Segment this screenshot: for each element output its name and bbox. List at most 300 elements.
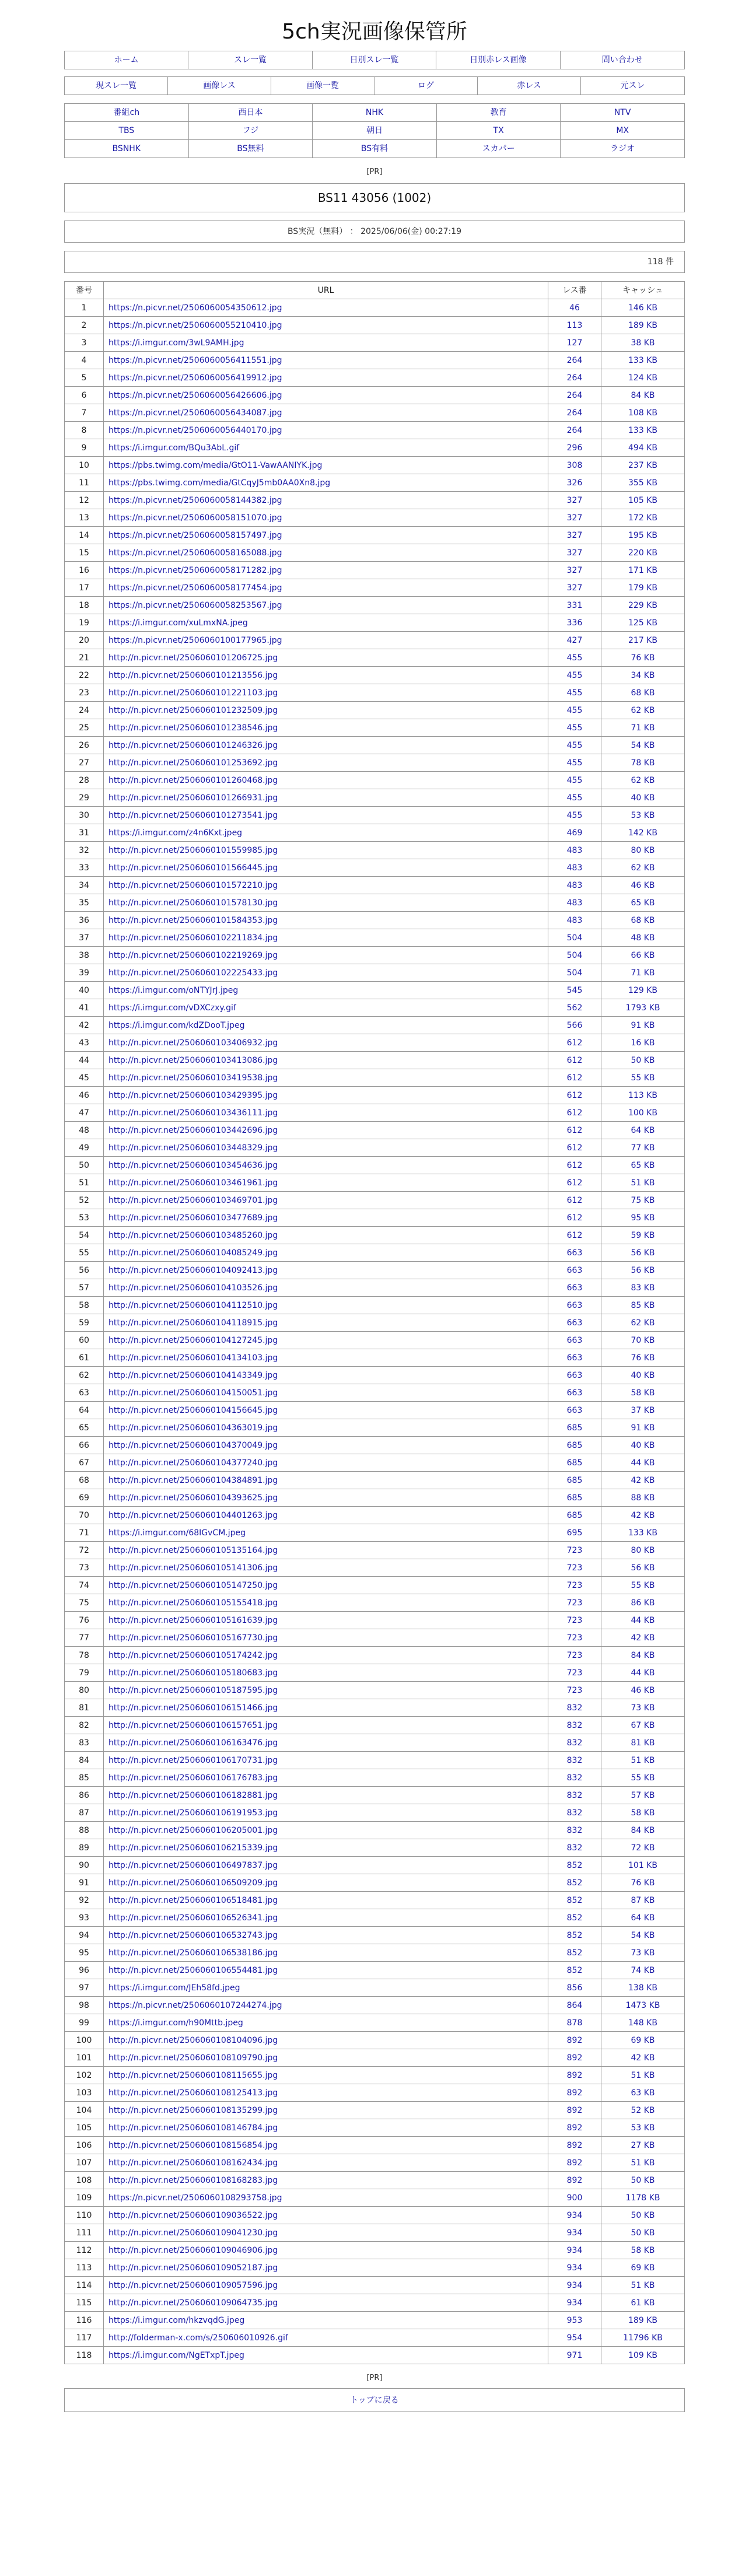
image-url-link[interactable]: http://n.picvr.net/2506060105155418.jpg	[108, 1598, 278, 1608]
res-number-link[interactable]: 685	[548, 1472, 601, 1489]
image-url-link[interactable]: http://n.picvr.net/2506060108125413.jpg	[108, 2088, 278, 2098]
cache-size-link[interactable]: 189 KB	[601, 2312, 685, 2329]
back-to-top-link[interactable]: トップに戻る	[350, 2396, 399, 2405]
cache-size-link[interactable]: 56 KB	[601, 1559, 685, 1577]
cache-size-link[interactable]: 62 KB	[601, 1314, 685, 1332]
res-number-link[interactable]: 483	[548, 842, 601, 859]
image-url-link[interactable]: http://n.picvr.net/2506060104370049.jpg	[108, 1440, 278, 1450]
cache-size-link[interactable]: 1473 KB	[601, 1997, 685, 2014]
image-url-link[interactable]: http://n.picvr.net/2506060105135164.jpg	[108, 1545, 278, 1555]
cache-size-link[interactable]: 44 KB	[601, 1664, 685, 1682]
res-number-link[interactable]: 455	[548, 737, 601, 754]
cache-size-link[interactable]: 75 KB	[601, 1192, 685, 1209]
res-number-link[interactable]: 296	[548, 439, 601, 457]
res-number-link[interactable]: 663	[548, 1262, 601, 1279]
image-url-link[interactable]: http://n.picvr.net/2506060104377240.jpg	[108, 1458, 278, 1468]
nav-current-threads-link[interactable]: 現スレ一覧	[65, 77, 168, 94]
cache-size-link[interactable]: 91 KB	[601, 1419, 685, 1437]
cache-size-link[interactable]: 81 KB	[601, 1734, 685, 1752]
res-number-link[interactable]: 264	[548, 404, 601, 422]
res-number-link[interactable]: 864	[548, 1997, 601, 2014]
image-url-link[interactable]: http://n.picvr.net/2506060109046906.jpg	[108, 2245, 278, 2255]
cache-size-link[interactable]: 59 KB	[601, 1227, 685, 1244]
cache-size-link[interactable]: 105 KB	[601, 492, 685, 509]
image-url-link[interactable]: http://n.picvr.net/2506060103477689.jpg	[108, 1213, 278, 1223]
image-url-link[interactable]: https://n.picvr.net/2506060058177454.jpg	[108, 583, 282, 593]
nav-contact-link[interactable]: 問い合わせ	[601, 55, 643, 65]
image-url-link[interactable]: http://n.picvr.net/2506060103461961.jpg	[108, 1178, 278, 1188]
cache-size-link[interactable]: 76 KB	[601, 649, 685, 667]
cache-size-link[interactable]: 48 KB	[601, 929, 685, 947]
image-url-link[interactable]: http://n.picvr.net/2506060106170731.jpg	[108, 1755, 278, 1765]
cache-size-link[interactable]: 71 KB	[601, 964, 685, 982]
image-url-link[interactable]: http://n.picvr.net/2506060104103526.jpg	[108, 1283, 278, 1293]
cache-size-link[interactable]: 34 KB	[601, 667, 685, 684]
image-url-link[interactable]: http://n.picvr.net/2506060102225433.jpg	[108, 968, 278, 978]
image-url-link[interactable]: http://n.picvr.net/2506060103406932.jpg	[108, 1038, 278, 1048]
image-url-link[interactable]: http://n.picvr.net/2506060101266931.jpg	[108, 793, 278, 803]
channel-link[interactable]: 番組ch	[65, 104, 189, 122]
cache-size-link[interactable]: 50 KB	[601, 2172, 685, 2189]
cache-size-link[interactable]: 80 KB	[601, 1542, 685, 1559]
cache-size-link[interactable]: 133 KB	[601, 422, 685, 439]
res-number-link[interactable]: 695	[548, 1524, 601, 1542]
image-url-link[interactable]: http://n.picvr.net/2506060104384891.jpg	[108, 1475, 278, 1485]
image-url-link[interactable]: http://n.picvr.net/2506060102219269.jpg	[108, 950, 278, 960]
res-number-link[interactable]: 954	[548, 2329, 601, 2347]
res-number-link[interactable]: 612	[548, 1104, 601, 1122]
res-number-link[interactable]: 723	[548, 1647, 601, 1664]
channel-link[interactable]: 教育	[437, 104, 561, 122]
res-number-link[interactable]: 327	[548, 562, 601, 579]
res-number-link[interactable]: 612	[548, 1192, 601, 1209]
cache-size-link[interactable]: 11796 KB	[601, 2329, 685, 2347]
cache-size-link[interactable]: 108 KB	[601, 404, 685, 422]
image-url-link[interactable]: http://n.picvr.net/2506060106497837.jpg	[108, 1860, 278, 1870]
cache-size-link[interactable]: 129 KB	[601, 982, 685, 999]
image-url-link[interactable]: https://i.imgur.com/NgETxpT.jpeg	[108, 2350, 244, 2360]
res-number-link[interactable]: 483	[548, 877, 601, 894]
image-url-link[interactable]: http://n.picvr.net/2506060101246326.jpg	[108, 740, 278, 750]
res-number-link[interactable]: 455	[548, 754, 601, 772]
image-url-link[interactable]: http://n.picvr.net/2506060108162434.jpg	[108, 2158, 278, 2168]
cache-size-link[interactable]: 355 KB	[601, 474, 685, 492]
cache-size-link[interactable]: 84 KB	[601, 1822, 685, 1839]
cache-size-link[interactable]: 57 KB	[601, 1787, 685, 1804]
cache-size-link[interactable]: 80 KB	[601, 842, 685, 859]
res-number-link[interactable]: 900	[548, 2189, 601, 2207]
res-number-link[interactable]: 934	[548, 2277, 601, 2294]
image-url-link[interactable]: http://n.picvr.net/2506060108168283.jpg	[108, 2175, 278, 2185]
image-url-link[interactable]: http://n.picvr.net/2506060105141306.jpg	[108, 1563, 278, 1573]
res-number-link[interactable]: 723	[548, 1682, 601, 1699]
image-url-link[interactable]: http://n.picvr.net/2506060109041230.jpg	[108, 2228, 278, 2238]
image-url-link[interactable]: http://n.picvr.net/2506060103448329.jpg	[108, 1143, 278, 1153]
cache-size-link[interactable]: 52 KB	[601, 2102, 685, 2119]
channel-link[interactable]: 朝日	[313, 122, 437, 140]
image-url-link[interactable]: http://n.picvr.net/2506060104363019.jpg	[108, 1423, 278, 1433]
res-number-link[interactable]: 852	[548, 1857, 601, 1874]
res-number-link[interactable]: 934	[548, 2224, 601, 2242]
cache-size-link[interactable]: 113 KB	[601, 1087, 685, 1104]
image-url-link[interactable]: http://n.picvr.net/2506060105187595.jpg	[108, 1685, 278, 1695]
cache-size-link[interactable]: 42 KB	[601, 2049, 685, 2067]
cache-size-link[interactable]: 88 KB	[601, 1489, 685, 1507]
cache-size-link[interactable]: 53 KB	[601, 807, 685, 824]
image-url-link[interactable]: http://n.picvr.net/2506060102211834.jpg	[108, 933, 278, 943]
res-number-link[interactable]: 663	[548, 1244, 601, 1262]
cache-size-link[interactable]: 42 KB	[601, 1472, 685, 1489]
image-url-link[interactable]: https://i.imgur.com/h90Mttb.jpeg	[108, 2018, 243, 2028]
image-url-link[interactable]: http://n.picvr.net/2506060106151466.jpg	[108, 1703, 278, 1713]
cache-size-link[interactable]: 55 KB	[601, 1769, 685, 1787]
res-number-link[interactable]: 685	[548, 1454, 601, 1472]
cache-size-link[interactable]: 62 KB	[601, 859, 685, 877]
res-number-link[interactable]: 685	[548, 1507, 601, 1524]
channel-link[interactable]: フジ	[189, 122, 313, 140]
channel-link[interactable]: NHK	[313, 104, 437, 122]
cache-size-link[interactable]: 84 KB	[601, 387, 685, 404]
res-number-link[interactable]: 934	[548, 2259, 601, 2277]
cache-size-link[interactable]: 195 KB	[601, 527, 685, 544]
image-url-link[interactable]: https://i.imgur.com/BQu3AbL.gif	[108, 443, 240, 453]
image-url-link[interactable]: http://n.picvr.net/2506060101273541.jpg	[108, 810, 278, 820]
res-number-link[interactable]: 504	[548, 964, 601, 982]
cache-size-link[interactable]: 146 KB	[601, 299, 685, 317]
image-url-link[interactable]: https://n.picvr.net/2506060056440170.jpg	[108, 425, 282, 435]
image-url-link[interactable]: http://n.picvr.net/2506060101232509.jpg	[108, 705, 278, 715]
cache-size-link[interactable]: 237 KB	[601, 457, 685, 474]
image-url-link[interactable]: http://n.picvr.net/2506060106163476.jpg	[108, 1738, 278, 1748]
image-url-link[interactable]: http://n.picvr.net/2506060108146784.jpg	[108, 2123, 278, 2133]
image-url-link[interactable]: http://n.picvr.net/2506060108104096.jpg	[108, 2035, 278, 2045]
res-number-link[interactable]: 934	[548, 2294, 601, 2312]
res-number-link[interactable]: 612	[548, 1139, 601, 1157]
cache-size-link[interactable]: 54 KB	[601, 1927, 685, 1944]
image-url-link[interactable]: http://n.picvr.net/2506060106182881.jpg	[108, 1790, 278, 1800]
res-number-link[interactable]: 469	[548, 824, 601, 842]
res-number-link[interactable]: 892	[548, 2032, 601, 2049]
res-number-link[interactable]: 892	[548, 2172, 601, 2189]
cache-size-link[interactable]: 50 KB	[601, 2224, 685, 2242]
cache-size-link[interactable]: 69 KB	[601, 2259, 685, 2277]
image-url-link[interactable]: http://n.picvr.net/2506060104143349.jpg	[108, 1370, 278, 1380]
cache-size-link[interactable]: 63 KB	[601, 2084, 685, 2102]
res-number-link[interactable]: 562	[548, 999, 601, 1017]
image-url-link[interactable]: http://n.picvr.net/2506060105180683.jpg	[108, 1668, 278, 1678]
res-number-link[interactable]: 832	[548, 1699, 601, 1717]
image-url-link[interactable]: https://n.picvr.net/2506060107244274.jpg	[108, 2000, 282, 2010]
image-url-link[interactable]: http://n.picvr.net/2506060104092413.jpg	[108, 1265, 278, 1275]
cache-size-link[interactable]: 40 KB	[601, 789, 685, 807]
cache-size-link[interactable]: 91 KB	[601, 1017, 685, 1034]
cache-size-link[interactable]: 133 KB	[601, 352, 685, 369]
cache-size-link[interactable]: 494 KB	[601, 439, 685, 457]
image-url-link[interactable]: http://n.picvr.net/2506060106509209.jpg	[108, 1878, 278, 1888]
res-number-link[interactable]: 455	[548, 684, 601, 702]
cache-size-link[interactable]: 46 KB	[601, 877, 685, 894]
res-number-link[interactable]: 455	[548, 702, 601, 719]
image-url-link[interactable]: https://n.picvr.net/2506060054350612.jpg	[108, 303, 282, 313]
cache-size-link[interactable]: 171 KB	[601, 562, 685, 579]
res-number-link[interactable]: 723	[548, 1629, 601, 1647]
image-url-link[interactable]: http://n.picvr.net/2506060108156854.jpg	[108, 2140, 278, 2150]
res-number-link[interactable]: 264	[548, 387, 601, 404]
cache-size-link[interactable]: 67 KB	[601, 1717, 685, 1734]
image-url-link[interactable]: http://n.picvr.net/2506060106518481.jpg	[108, 1895, 278, 1905]
cache-size-link[interactable]: 220 KB	[601, 544, 685, 562]
cache-size-link[interactable]: 37 KB	[601, 1402, 685, 1419]
image-url-link[interactable]: http://n.picvr.net/2506060106157651.jpg	[108, 1720, 278, 1730]
image-url-link[interactable]: https://n.picvr.net/2506060055210410.jpg	[108, 320, 282, 330]
image-url-link[interactable]: http://n.picvr.net/2506060106532743.jpg	[108, 1930, 278, 1940]
image-url-link[interactable]: https://n.picvr.net/2506060058157497.jpg	[108, 530, 282, 540]
res-number-link[interactable]: 327	[548, 579, 601, 597]
image-url-link[interactable]: https://n.picvr.net/2506060056411551.jpg	[108, 355, 282, 365]
image-url-link[interactable]: http://n.picvr.net/2506060104127245.jpg	[108, 1335, 278, 1345]
cache-size-link[interactable]: 142 KB	[601, 824, 685, 842]
image-url-link[interactable]: http://n.picvr.net/2506060101559985.jpg	[108, 845, 278, 855]
res-number-link[interactable]: 685	[548, 1489, 601, 1507]
res-number-link[interactable]: 663	[548, 1402, 601, 1419]
res-number-link[interactable]: 663	[548, 1349, 601, 1367]
cache-size-link[interactable]: 71 KB	[601, 719, 685, 737]
cache-size-link[interactable]: 40 KB	[601, 1367, 685, 1384]
res-number-link[interactable]: 663	[548, 1367, 601, 1384]
image-url-link[interactable]: http://n.picvr.net/2506060103469701.jpg	[108, 1195, 278, 1205]
nav-thread-list-link[interactable]: スレ一覧	[188, 51, 312, 69]
cache-size-link[interactable]: 58 KB	[601, 1384, 685, 1402]
res-number-link[interactable]: 852	[548, 1909, 601, 1927]
res-number-link[interactable]: 612	[548, 1157, 601, 1174]
cache-size-link[interactable]: 55 KB	[601, 1577, 685, 1594]
image-url-link[interactable]: http://n.picvr.net/2506060104118915.jpg	[108, 1318, 278, 1328]
res-number-link[interactable]: 612	[548, 1052, 601, 1069]
res-number-link[interactable]: 832	[548, 1717, 601, 1734]
cache-size-link[interactable]: 78 KB	[601, 754, 685, 772]
res-number-link[interactable]: 723	[548, 1594, 601, 1612]
res-number-link[interactable]: 327	[548, 492, 601, 509]
image-url-link[interactable]: http://n.picvr.net/2506060101566445.jpg	[108, 863, 278, 873]
image-url-link[interactable]: https://n.picvr.net/2506060058253567.jpg	[108, 600, 282, 610]
image-url-link[interactable]: http://n.picvr.net/2506060103419538.jpg	[108, 1073, 278, 1083]
res-number-link[interactable]: 723	[548, 1612, 601, 1629]
cache-size-link[interactable]: 84 KB	[601, 1647, 685, 1664]
image-url-link[interactable]: http://n.picvr.net/2506060101253692.jpg	[108, 758, 278, 768]
res-number-link[interactable]: 971	[548, 2347, 601, 2364]
res-number-link[interactable]: 455	[548, 719, 601, 737]
image-url-link[interactable]: http://n.picvr.net/2506060101221103.jpg	[108, 688, 278, 698]
res-number-link[interactable]: 566	[548, 1017, 601, 1034]
cache-size-link[interactable]: 124 KB	[601, 369, 685, 387]
channel-link[interactable]: BS有料	[313, 140, 437, 158]
cache-size-link[interactable]: 189 KB	[601, 317, 685, 334]
image-url-link[interactable]: http://n.picvr.net/2506060108135299.jpg	[108, 2105, 278, 2115]
image-url-link[interactable]: https://n.picvr.net/2506060056419912.jpg	[108, 373, 282, 383]
res-number-link[interactable]: 327	[548, 544, 601, 562]
res-number-link[interactable]: 264	[548, 369, 601, 387]
res-number-link[interactable]: 331	[548, 597, 601, 614]
cache-size-link[interactable]: 53 KB	[601, 2119, 685, 2137]
cache-size-link[interactable]: 65 KB	[601, 1157, 685, 1174]
channel-link[interactable]: 西日本	[189, 104, 313, 122]
cache-size-link[interactable]: 50 KB	[601, 2207, 685, 2224]
res-number-link[interactable]: 455	[548, 667, 601, 684]
cache-size-link[interactable]: 95 KB	[601, 1209, 685, 1227]
image-url-link[interactable]: http://n.picvr.net/2506060109036522.jpg	[108, 2210, 278, 2220]
cache-size-link[interactable]: 69 KB	[601, 2032, 685, 2049]
res-number-link[interactable]: 832	[548, 1822, 601, 1839]
image-url-link[interactable]: http://n.picvr.net/2506060103429395.jpg	[108, 1090, 278, 1100]
image-url-link[interactable]: https://i.imgur.com/kdZDooT.jpeg	[108, 1020, 245, 1030]
res-number-link[interactable]: 723	[548, 1577, 601, 1594]
image-url-link[interactable]: http://n.picvr.net/2506060108109790.jpg	[108, 2053, 278, 2063]
res-number-link[interactable]: 856	[548, 1979, 601, 1997]
cache-size-link[interactable]: 101 KB	[601, 1857, 685, 1874]
cache-size-link[interactable]: 65 KB	[601, 894, 685, 912]
res-number-link[interactable]: 663	[548, 1384, 601, 1402]
res-number-link[interactable]: 455	[548, 807, 601, 824]
res-number-link[interactable]: 892	[548, 2067, 601, 2084]
cache-size-link[interactable]: 148 KB	[601, 2014, 685, 2032]
res-number-link[interactable]: 892	[548, 2084, 601, 2102]
res-number-link[interactable]: 852	[548, 1874, 601, 1892]
res-number-link[interactable]: 327	[548, 509, 601, 527]
cache-size-link[interactable]: 62 KB	[601, 702, 685, 719]
channel-link[interactable]: NTV	[561, 104, 685, 122]
res-number-link[interactable]: 612	[548, 1227, 601, 1244]
res-number-link[interactable]: 832	[548, 1752, 601, 1769]
cache-size-link[interactable]: 58 KB	[601, 2242, 685, 2259]
cache-size-link[interactable]: 70 KB	[601, 1332, 685, 1349]
image-url-link[interactable]: http://n.picvr.net/2506060106215339.jpg	[108, 1843, 278, 1853]
image-url-link[interactable]: http://n.picvr.net/2506060108115655.jpg	[108, 2070, 278, 2080]
res-number-link[interactable]: 127	[548, 334, 601, 352]
image-url-link[interactable]: https://n.picvr.net/2506060056426606.jpg	[108, 390, 282, 400]
image-url-link[interactable]: http://n.picvr.net/2506060101584353.jpg	[108, 915, 278, 925]
cache-size-link[interactable]: 1178 KB	[601, 2189, 685, 2207]
cache-size-link[interactable]: 100 KB	[601, 1104, 685, 1122]
image-url-link[interactable]: http://n.picvr.net/2506060101260468.jpg	[108, 775, 278, 785]
res-number-link[interactable]: 612	[548, 1034, 601, 1052]
image-url-link[interactable]: http://n.picvr.net/2506060105147250.jpg	[108, 1580, 278, 1590]
cache-size-link[interactable]: 83 KB	[601, 1279, 685, 1297]
image-url-link[interactable]: http://n.picvr.net/2506060104134103.jpg	[108, 1353, 278, 1363]
res-number-link[interactable]: 663	[548, 1279, 601, 1297]
cache-size-link[interactable]: 179 KB	[601, 579, 685, 597]
res-number-link[interactable]: 852	[548, 1892, 601, 1909]
cache-size-link[interactable]: 27 KB	[601, 2137, 685, 2154]
cache-size-link[interactable]: 44 KB	[601, 1454, 685, 1472]
image-url-link[interactable]: http://n.picvr.net/2506060103436111.jpg	[108, 1108, 278, 1118]
image-url-link[interactable]: https://n.picvr.net/2506060056434087.jpg	[108, 408, 282, 418]
res-number-link[interactable]: 723	[548, 1559, 601, 1577]
cache-size-link[interactable]: 64 KB	[601, 1909, 685, 1927]
image-url-link[interactable]: http://n.picvr.net/2506060101206725.jpg	[108, 653, 278, 663]
image-url-link[interactable]: https://n.picvr.net/2506060058144382.jpg	[108, 495, 282, 505]
cache-size-link[interactable]: 86 KB	[601, 1594, 685, 1612]
cache-size-link[interactable]: 16 KB	[601, 1034, 685, 1052]
res-number-link[interactable]: 663	[548, 1332, 601, 1349]
cache-size-link[interactable]: 51 KB	[601, 2277, 685, 2294]
cache-size-link[interactable]: 138 KB	[601, 1979, 685, 1997]
res-number-link[interactable]: 612	[548, 1209, 601, 1227]
cache-size-link[interactable]: 1793 KB	[601, 999, 685, 1017]
res-number-link[interactable]: 504	[548, 929, 601, 947]
image-url-link[interactable]: http://n.picvr.net/2506060106191953.jpg	[108, 1808, 278, 1818]
res-number-link[interactable]: 264	[548, 352, 601, 369]
res-number-link[interactable]: 685	[548, 1419, 601, 1437]
res-number-link[interactable]: 852	[548, 1927, 601, 1944]
res-number-link[interactable]: 953	[548, 2312, 601, 2329]
cache-size-link[interactable]: 133 KB	[601, 1524, 685, 1542]
image-url-link[interactable]: http://n.picvr.net/2506060105174242.jpg	[108, 1650, 278, 1660]
cache-size-link[interactable]: 44 KB	[601, 1612, 685, 1629]
image-url-link[interactable]: https://i.imgur.com/xuLmxNA.jpeg	[108, 618, 248, 628]
cache-size-link[interactable]: 50 KB	[601, 1052, 685, 1069]
image-url-link[interactable]: https://i.imgur.com/68IGvCM.jpeg	[108, 1528, 246, 1538]
channel-link[interactable]: BS無料	[189, 140, 313, 158]
image-url-link[interactable]: http://n.picvr.net/2506060106554481.jpg	[108, 1965, 278, 1975]
res-number-link[interactable]: 832	[548, 1839, 601, 1857]
res-number-link[interactable]: 327	[548, 527, 601, 544]
res-number-link[interactable]: 612	[548, 1174, 601, 1192]
channel-link[interactable]: BSNHK	[65, 140, 189, 158]
image-url-link[interactable]: https://pbs.twimg.com/media/GtCqyJ5mb0AA0Xn8.jpg	[108, 478, 331, 488]
nav-image-list-link[interactable]: 画像一覧	[271, 77, 374, 94]
cache-size-link[interactable]: 46 KB	[601, 1682, 685, 1699]
res-number-link[interactable]: 878	[548, 2014, 601, 2032]
res-number-link[interactable]: 308	[548, 457, 601, 474]
cache-size-link[interactable]: 42 KB	[601, 1629, 685, 1647]
cache-size-link[interactable]: 217 KB	[601, 632, 685, 649]
image-url-link[interactable]: https://i.imgur.com/z4n6Kxt.jpeg	[108, 828, 243, 838]
cache-size-link[interactable]: 68 KB	[601, 684, 685, 702]
image-url-link[interactable]: http://n.picvr.net/2506060104156645.jpg	[108, 1405, 278, 1415]
cache-size-link[interactable]: 51 KB	[601, 2154, 685, 2172]
cache-size-link[interactable]: 68 KB	[601, 912, 685, 929]
res-number-link[interactable]: 663	[548, 1314, 601, 1332]
channel-link[interactable]: ラジオ	[561, 140, 685, 158]
cache-size-link[interactable]: 73 KB	[601, 1944, 685, 1962]
cache-size-link[interactable]: 172 KB	[601, 509, 685, 527]
res-number-link[interactable]: 832	[548, 1734, 601, 1752]
cache-size-link[interactable]: 76 KB	[601, 1874, 685, 1892]
image-url-link[interactable]: http://n.picvr.net/2506060103413086.jpg	[108, 1055, 278, 1065]
image-url-link[interactable]: https://i.imgur.com/vDXCzxy.gif	[108, 1003, 236, 1013]
cache-size-link[interactable]: 51 KB	[601, 1752, 685, 1769]
channel-link[interactable]: MX	[561, 122, 685, 140]
cache-size-link[interactable]: 73 KB	[601, 1699, 685, 1717]
res-number-link[interactable]: 892	[548, 2119, 601, 2137]
res-number-link[interactable]: 336	[548, 614, 601, 632]
nav-red-res-link[interactable]: 赤レス	[478, 77, 581, 94]
res-number-link[interactable]: 483	[548, 912, 601, 929]
image-url-link[interactable]: https://i.imgur.com/hkzvqdG.jpeg	[108, 2315, 245, 2325]
cache-size-link[interactable]: 40 KB	[601, 1437, 685, 1454]
image-url-link[interactable]: http://n.picvr.net/2506060106205001.jpg	[108, 1825, 278, 1835]
image-url-link[interactable]: http://n.picvr.net/2506060101213556.jpg	[108, 670, 278, 680]
image-url-link[interactable]: http://n.picvr.net/2506060104150051.jpg	[108, 1388, 278, 1398]
image-url-link[interactable]: https://pbs.twimg.com/media/GtO11-VawAANIYK.jpg	[108, 460, 323, 470]
cache-size-link[interactable]: 125 KB	[601, 614, 685, 632]
res-number-link[interactable]: 663	[548, 1297, 601, 1314]
nav-image-res-link[interactable]: 画像レス	[168, 77, 271, 94]
res-number-link[interactable]: 832	[548, 1769, 601, 1787]
cache-size-link[interactable]: 66 KB	[601, 947, 685, 964]
image-url-link[interactable]: http://n.picvr.net/2506060104401263.jpg	[108, 1510, 278, 1520]
image-url-link[interactable]: http://n.picvr.net/2506060106526341.jpg	[108, 1913, 278, 1923]
